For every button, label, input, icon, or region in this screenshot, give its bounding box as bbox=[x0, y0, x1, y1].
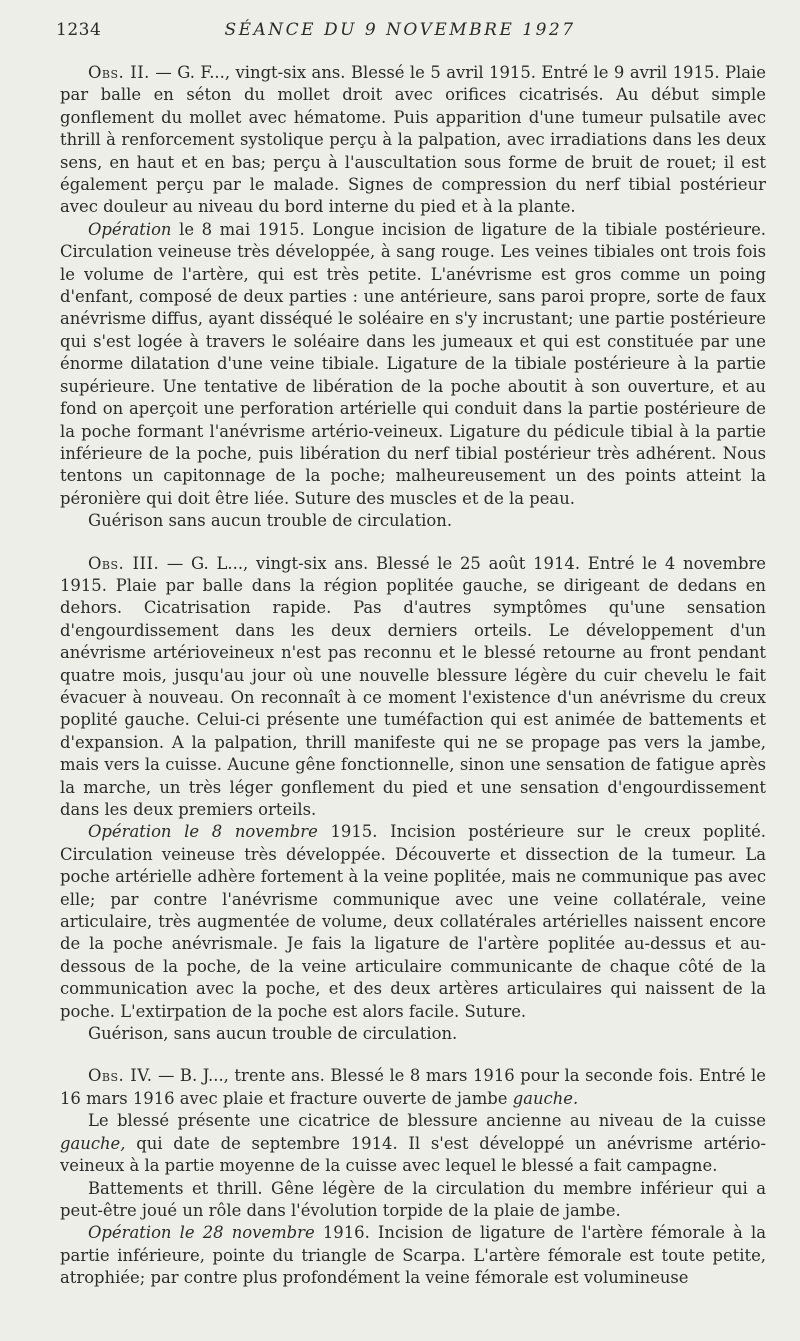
obs-3-outcome: Guérison, sans aucun trouble de circulation. bbox=[88, 1024, 458, 1044]
obs-2-operation-paragraph bbox=[60, 219, 766, 510]
obs-2-text: — G. F..., vingt-six ans. Blessé le 5 avril 1915. Entré le 9 avril 1915. Plaie par balle en séton du mollet droit avec orifices cicatrisés. Au début simple gonflement du mollet avec hématome. Puis apparition d'une tumeur pulsatile avec thrill à renforcement systolique perçu à la palpation, avec irradiations dans les deux sens, en haut et en bas; perçu à l'auscultation sous forme de bruit de rouet; il est également perçu par le malade. Signes de compression du nerf tibial postérieur avec douleur au niveau du bord interne du pied et à la plante. bbox=[60, 63, 766, 217]
obs-3-operation-label: Opération le 8 novembre bbox=[88, 822, 318, 842]
obs-2-operation-label: Opération bbox=[88, 219, 172, 239]
page-number: 1234 bbox=[56, 20, 102, 40]
obs-4-symptoms-paragraph: Battements et thrill. Gêne légère de la circulation du membre inférieur qui a peut-être joué un rôle dans l'évolution torpide de la plaie de jambe. bbox=[60, 1178, 766, 1220]
obs-4-operation-text: 1916. Incision de ligature de l'artère fémorale à la partie inférieure, pointe du triangle de Scarpa. L'artère fémorale est toute petite, atrophiée; par contre plus profondément la veine fémorale est volumineuse bbox=[60, 1223, 766, 1288]
obs-3-operation-paragraph bbox=[60, 821, 766, 1023]
obs-2-operation-text: le 8 mai 1915. Longue incision de ligature de la tibiale postérieure. Circulation veineuse très développée, à sang rouge. Les veines tibiales ont trois fois le volume de l'artère, qui est très petite. L'anévrisme est gros comme un poing d'enfant, composé de deux parties : une antérieure, sans paroi propre, sorte de faux anévrisme diffus, ayant disséqué le soléaire en s'y incrustant; une partie postérieure qui s'est logée à travers le soléaire dans les jumeaux et qui est constituée par une énorme dilatation d'une veine tibiale. Ligature de la tibiale postérieure à la partie supérieure. Une tentative de libération de la poche aboutit à son ouverture, et au fond on aperçoit une perforation artérielle qui conduit dans la partie postérieure de la poche formant l'anévrisme artério-veineux. Ligature du pédicule tibial à la partie inférieure de la poche, puis libération du nerf tibial postérieur très adhérent. Nous tentons un capitonnage de la poche; malheureusement un des points atteint la péronière qui doit être liée. Suture des muscles et de la peau. bbox=[60, 219, 766, 508]
obs-4-label: Obs. IV. bbox=[88, 1066, 153, 1086]
obs-4-history-italic: gauche, bbox=[60, 1133, 126, 1153]
page-header bbox=[0, 20, 800, 46]
obs-2-label: Obs. II. bbox=[88, 63, 150, 82]
article-body bbox=[60, 62, 766, 1290]
obs-4-operation-label: Opération le 28 novembre bbox=[88, 1223, 315, 1243]
obs-2-paragraph bbox=[60, 62, 766, 219]
running-title: SÉANCE DU 9 NOVEMBRE 1927 bbox=[224, 20, 576, 40]
obs-4-history-text-b: qui date de septembre 1914. Il s'est développé un anévrisme artério-veineux à la partie moyenne de la cuisse avec lequel le blessé a fait campagne. bbox=[60, 1133, 766, 1176]
obs-4-history-paragraph bbox=[60, 1110, 766, 1177]
obs-3-operation-text: 1915. Incision postérieure sur le creux poplité. Circulation veineuse très développée. Découverte et dissection de la tumeur. La poche artérielle adhère fortement à la veine poplitée, mais ne communique pas avec elle; par contre l'anévrisme communique avec une veine collatérale, veine articulaire, très augmentée de volume, deux collatérales artérielles naissent encore de la poche anévrismale. Je fais la ligature de l'artère poplitée au-dessus et au-dessous de la poche, de la veine articulaire communicante de chaque côté de la communication avec la poche, et des deux artères articulaires qui naissent de la poche. L'extirpation de la poche est alors facile. Suture. bbox=[60, 822, 766, 1021]
obs-3-text: — G. L..., vingt-six ans. Blessé le 25 août 1914. Entré le 4 novembre 1915. Plaie par balle dans la région poplitée gauche, se dirigeant de dedans en dehors. Cicatrisation rapide. Pas d'autres symptômes qu'une sensation d'engourdissement dans les deux derniers orteils. Le développement d'un anévrisme artérioveineux n'est pas reconnu et le blessé retourne au front pendant quatre mois, jusqu'au jour où une nouvelle blessure légère du cuir chevelu le fait évacuer à nouveau. On reconnaît à ce moment l'existence d'un anévrisme du creux poplité gauche. Celui-ci présente une tuméfaction qui est animée de battements et d'expansion. A la palpation, thrill manifeste qui ne se propage pas vers la jambe, mais vers la cuisse. Aucune gêne fonctionnelle, sinon une sensation de fatigue après la marche, un très léger gonflement du pied et une sensation d'engourdissement dans les deux premiers orteils. bbox=[60, 553, 766, 819]
obs-4-operation-paragraph bbox=[60, 1222, 766, 1289]
obs-4-paragraph bbox=[60, 1065, 766, 1110]
obs-4-text: — B. J..., trente ans. Blessé le 8 mars 1916 pour la seconde fois. Entré le 16 mars 1916 avec plaie et fracture ouverte de jambe bbox=[60, 1066, 766, 1108]
obs-4-history-text-a: Le blessé présente une cicatrice de blessure ancienne au niveau de la cuisse bbox=[88, 1111, 766, 1131]
obs-2-outcome: Guérison sans aucun trouble de circulation. bbox=[88, 511, 453, 531]
obs-3-paragraph bbox=[60, 553, 766, 822]
obs-3-label: Obs. III. bbox=[88, 553, 160, 573]
obs-4-text-italic: gauche. bbox=[512, 1088, 579, 1108]
